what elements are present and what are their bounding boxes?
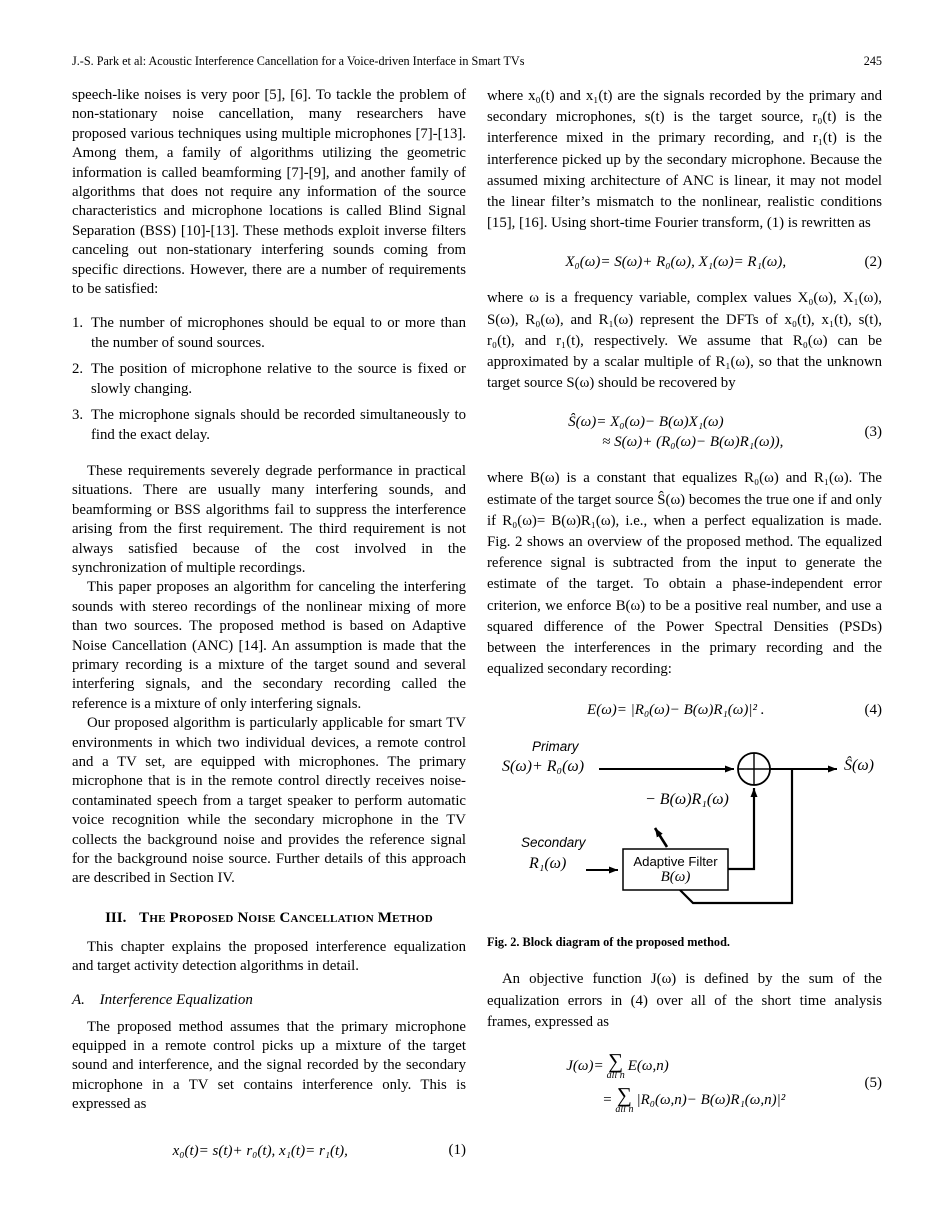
running-title: J.-S. Park et al: Acoustic Interference Cancellation for a Voice-driven Interface in Smart TVs [72, 54, 525, 68]
section-title: The Proposed Noise Cancellation Method [139, 909, 433, 926]
output-signal-label: Ŝ(ω) [844, 757, 874, 775]
equation-5-body [487, 1051, 865, 1115]
primary-label: Primary [532, 739, 579, 755]
equation-5-number: (5) [864, 1074, 882, 1091]
equation-2-number: (2) [864, 253, 882, 270]
sum-limit: all n [606, 1070, 625, 1082]
equation-3-line2: ≈ S(ω)+ (R₀(ω)− B(ω)R₁(ω)), [602, 434, 784, 451]
equation-5-line2-lhs: = [602, 1092, 613, 1109]
list-item-number: 3. [72, 407, 84, 424]
summation-symbol [607, 1051, 625, 1081]
right-column [487, 86, 882, 1177]
feedback-signal-label: − B(ω)R₁(ω) [645, 791, 729, 809]
section-heading [72, 910, 466, 927]
list-item-number: 2. [72, 361, 84, 378]
two-column-layout [72, 86, 882, 1177]
paragraph-intro: speech-like noises is very poor [5], [6]. To tackle the problem of non-stationary noise cancellation, many researchers have proposed various techniques using multiple microphones [7]-[13]. Among them, a family of algorithms utilizing the geometric information is called beamforming [7]-[9], and another family of algorithms that does not require any information of the source characteristics and microphone locations is called Blind Signal Separation (BSS) [10]-[13]. These methods exploit inverse filters canceling out non-stationary interfering sounds coming from specific directions. However, there are a number of requirements to be satisfied: [72, 87, 466, 298]
list-item [72, 360, 466, 399]
equation-3-body [487, 412, 865, 452]
running-header [72, 54, 882, 69]
equation-3-number: (3) [864, 423, 882, 440]
equation-4-body: E(ω)= |R₀(ω)− B(ω)R₁(ω)|² . [587, 702, 765, 719]
equation-4 [487, 700, 882, 720]
requirements-list [72, 314, 466, 444]
paragraph-objective-function: An objective function J(ω) is defined by the sum of the equalization errors in (4) over all of the short time analysis frames, expressed as [487, 971, 882, 1030]
equation-2-body: X₀(ω)= S(ω)+ R₀(ω), X₁(ω)= R₁(ω), [565, 254, 787, 271]
equation-1-body: x₀(t)= s(t)+ r₀(t), x₁(t)= r₁(t), [172, 1142, 348, 1159]
list-item-number: 1. [72, 315, 84, 332]
filter-output-line [728, 788, 754, 869]
equation-1 [72, 1141, 466, 1161]
figure-caption: Fig. 2. Block diagram of the proposed method. [487, 935, 730, 950]
paragraph-proposal: This paper proposes an algorithm for canceling the interfering sounds with stereo recordings of the nonlinear mixing of more than two sources. The proposed method is based on Adaptive Noise Cancellation (ANC) [14]. An assumption is made that the primary recording is a mixture of the target sound and several interfering signals, and the secondary recording called the reference is a mixture of only interfering signals. [72, 579, 466, 712]
adaptive-filter-symbol: B(ω) [660, 868, 691, 885]
left-column [72, 86, 466, 1177]
secondary-label: Secondary [521, 835, 586, 851]
equation-1-number: (1) [448, 1142, 466, 1159]
equation-5-lhs: J(ω)= [566, 1058, 604, 1075]
equation-3 [487, 412, 882, 452]
adaptive-filter-text [623, 849, 728, 890]
equation-5 [487, 1051, 882, 1115]
sum-limit: all n [615, 1104, 634, 1116]
secondary-signal-label: R₁(ω) [529, 855, 567, 873]
sigma-glyph: ∑ [616, 1083, 632, 1108]
figure-2-block-diagram [487, 740, 887, 920]
equation-5-line2-rest: |R₀(ω,n)− B(ω)R₁(ω,n)|² [636, 1092, 786, 1109]
list-item-text: The position of microphone relative to the source is fixed or slowly changing. [91, 361, 466, 397]
summation-symbol [615, 1085, 633, 1115]
equation-4-number: (4) [864, 701, 882, 718]
list-item [72, 406, 466, 445]
list-item-text: The microphone signals should be recorded simultaneously to find the exact delay. [91, 407, 466, 443]
subsection-heading [72, 992, 466, 1009]
subsection-title: Interference Equalization [99, 991, 253, 1008]
paragraph-method-assumption: The proposed method assumes that the primary microphone equipped in a remote control picks up a mixture of the target sound and interference, and the signal recorded by the secondary microphone in a TV set contains interference only. This is expressed as [72, 1018, 466, 1113]
paragraph-signal-definitions: where x₀(t) and x₁(t) are the signals recorded by the primary and secondary microphones, s(t) is the target source, r₀(t) is the interference mixed in the primary recording, and r₁(t) is the interference picked up by the secondary microphone. Because the assumed mixing architecture of ANC is linear, it may not model the linear filter’s mismatch to the nonlinear, realistic conditions [15], [16]. Using short-time Fourier transform, (1) is rewritten as [487, 88, 882, 232]
section-number: III. [105, 909, 127, 926]
list-item-text: The number of microphones should be equal to or more than the number of sound sources. [91, 315, 466, 351]
paragraph-dft-definitions: where ω is a frequency variable, complex values X₀(ω), X₁(ω), S(ω), R₀(ω), and R₁(ω) represent the DFTs of x₀(t), x₁(t), s(t), r₀(t), and r₁(t), respectively. We assume that R₀(ω) can be approximated by a scalar multiple of R₁(ω), so that the unknown target source S(ω) should be recovered by [487, 290, 882, 392]
equation-3-line1: Ŝ(ω)= X₀(ω)− B(ω)X₁(ω) [568, 414, 724, 431]
subsection-number: A. [72, 991, 85, 1008]
list-item [72, 314, 466, 353]
paragraph-smart-tv: Our proposed algorithm is particularly applicable for smart TV environments in which two individual devices, a remote control and a TV set, are equipped with microphones. The primary microphone that is in the remote control directly receives noise-contaminated speech from a target speaker to perform automatic voice recognition while the secondary microphone in the TV collects the background noise and provides the reference signal for the background noise source. Further details of this approach are described in Section IV. [72, 715, 466, 887]
adaptive-filter-title: Adaptive Filter [633, 853, 718, 869]
paragraph-requirements: These requirements severely degrade performance in practical situations. There are usually many interfering sounds, and beamforming or BSS algorithms fail to suppress the interference arising from the first requirement. The third requirement is not always satisfied because of the cost involved in the synchronization of multiple recordings. [72, 462, 466, 576]
adaptation-arrow [655, 828, 667, 847]
paragraph-chapter-overview: This chapter explains the proposed interference equalization and target activity detection algorithms in detail. [72, 938, 466, 975]
equation-5-line1-rest: E(ω,n) [627, 1058, 669, 1075]
paragraph-equalization: where B(ω) is a constant that equalizes R₀(ω) and R₁(ω). The estimate of the target source Ŝ(ω) becomes the true one if and only if R₀(ω)= B(ω)R₁(ω), i.e., when a perfect equalization is made. Fig. 2 shows an overview of the proposed method. The equalized reference signal is subtracted from the input to generate the estimate of the target. To obtain a phase-independent error criterion, we enforce B(ω) to be a positive real number, and use a squared difference of the Power Spectral Densities (PSDs) between the interferences in the primary recording and the equalized secondary recording: [487, 470, 882, 678]
page-number: 245 [863, 54, 882, 68]
sigma-glyph: ∑ [608, 1049, 624, 1074]
equation-2 [487, 252, 882, 272]
primary-signal-label: S(ω)+ R₀(ω) [502, 758, 585, 776]
